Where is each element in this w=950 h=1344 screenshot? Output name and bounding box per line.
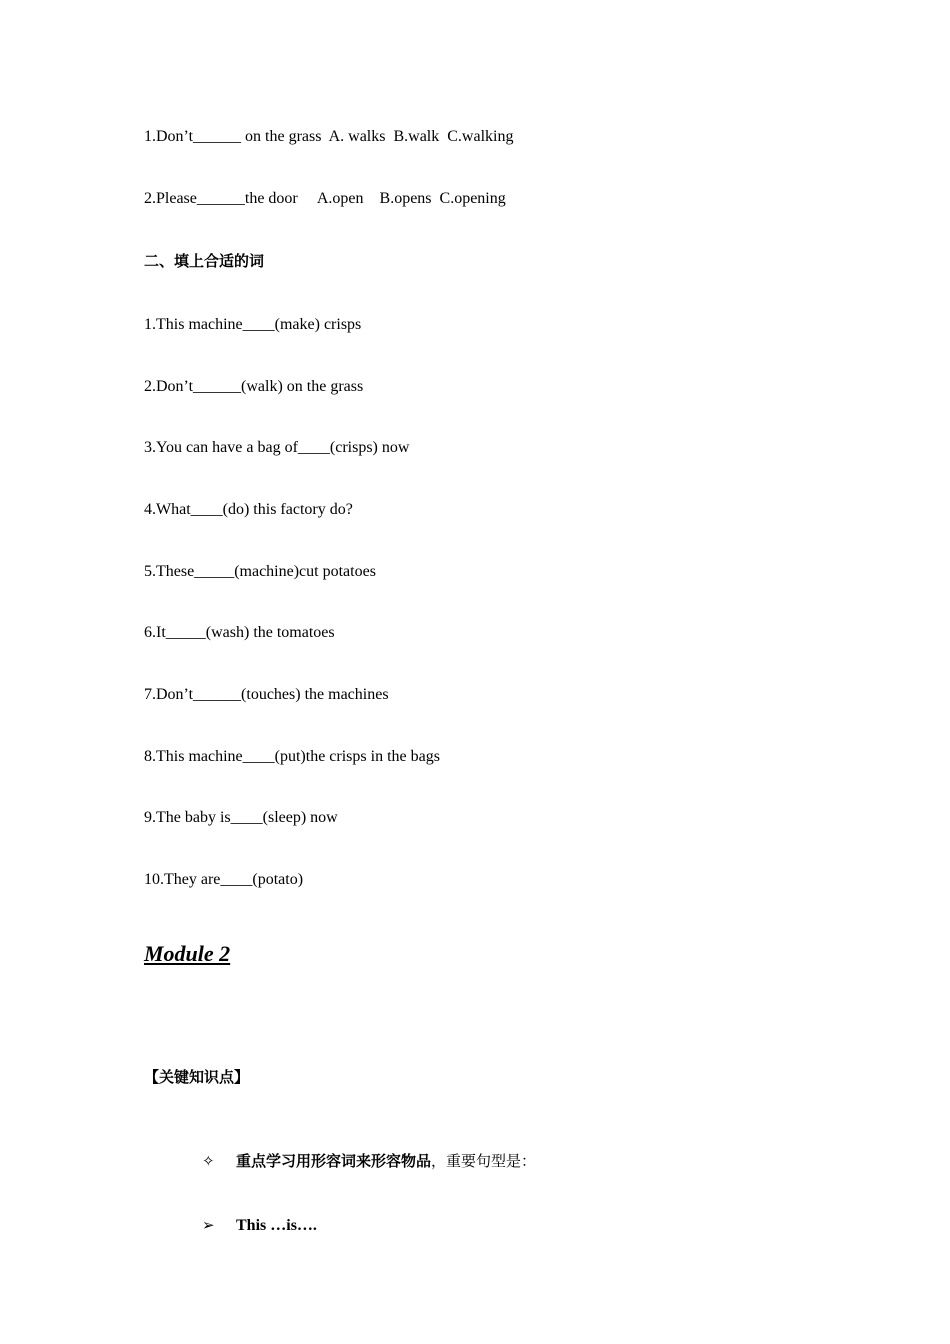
- fill-question-7: 7.Don’t______(touches) the machines: [144, 686, 389, 703]
- fill-question-5: 5.These_____(machine)cut potatoes: [144, 563, 376, 580]
- choice-question-2: 2.Please______the door A.open B.opens C.opening: [144, 190, 506, 207]
- arrow-bullet-icon: ➢: [202, 1216, 215, 1234]
- fill-question-6: 6.It_____(wash) the tomatoes: [144, 624, 335, 641]
- fill-question-3: 3.You can have a bag of____(crisps) now: [144, 439, 410, 456]
- key-point-bold-text: 重点学习用形容词来形容物品: [236, 1152, 432, 1170]
- choice-question-1: 1.Don’t______ on the grass A. walks B.walk C.walking: [144, 128, 514, 145]
- module-title: Module 2: [144, 941, 231, 966]
- fill-question-10: 10.They are____(potato): [144, 871, 304, 888]
- fill-question-1: 1.This machine____(make) crisps: [144, 316, 362, 333]
- sentence-pattern-text: This …is….: [236, 1217, 317, 1234]
- section-two-heading: 二、填上合适的词: [144, 252, 265, 270]
- key-point-bullet: [186, 1131, 536, 1192]
- fill-question-9: 9.The baby is____(sleep) now: [144, 809, 338, 826]
- fill-question-8: 8.This machine____(put)the crisps in the bags: [144, 748, 440, 765]
- fill-question-2: 2.Don’t______(walk) on the grass: [144, 378, 364, 395]
- sparkle-bullet-icon: ✧: [202, 1152, 215, 1170]
- sentence-pattern-item: [186, 1195, 317, 1256]
- fill-question-4: 4.What____(do) this factory do?: [144, 501, 353, 518]
- key-points-heading: 【关键知识点】: [144, 1068, 250, 1086]
- key-point-rest-text: ，重要句型是：: [431, 1152, 537, 1170]
